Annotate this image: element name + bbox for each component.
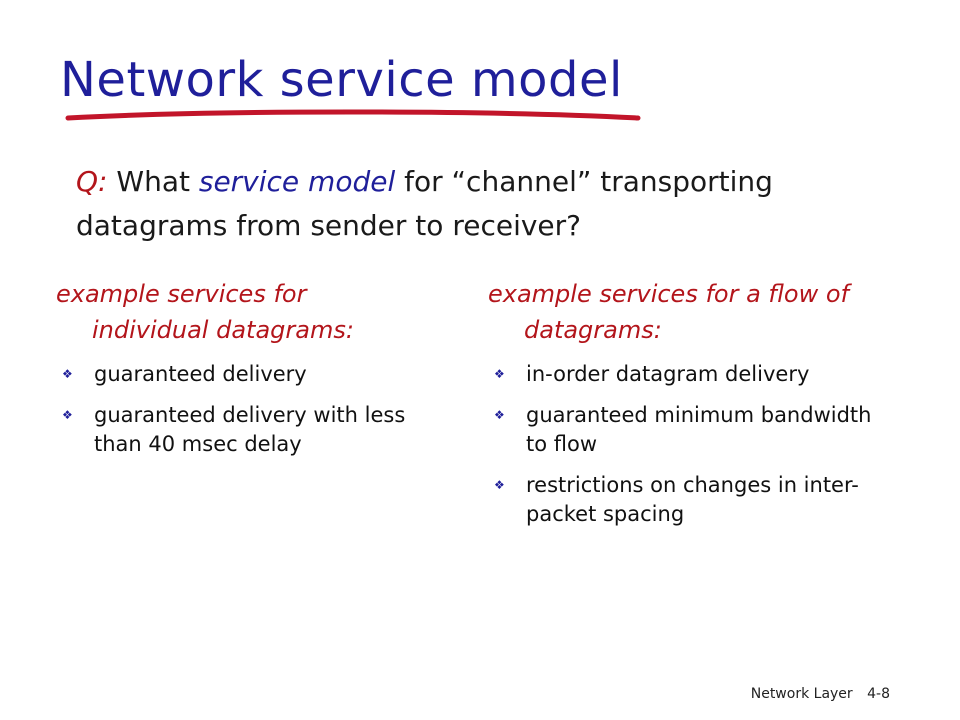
bullet-text: in-order datagram delivery xyxy=(526,362,810,386)
left-heading: example services for individual datagrams: xyxy=(56,280,354,344)
question-text-1: What xyxy=(116,165,199,198)
right-heading: example services for a flow of datagrams: xyxy=(488,280,849,344)
list-item xyxy=(56,360,416,389)
right-column xyxy=(488,276,888,541)
list-item xyxy=(488,401,888,459)
bullet-text: restrictions on changes in inter-packet spacing xyxy=(526,473,859,526)
left-column xyxy=(56,276,416,471)
title-underline xyxy=(64,104,644,128)
slide-title: Network service model xyxy=(60,52,623,108)
question-prefix: Q: xyxy=(76,165,108,198)
bullet-text: guaranteed delivery with less than 40 msec delay xyxy=(94,403,406,456)
diamond-bullet-icon: ❖ xyxy=(494,408,505,422)
slide-footer xyxy=(751,686,890,702)
list-item xyxy=(488,471,888,529)
list-item xyxy=(488,360,888,389)
question xyxy=(76,160,876,248)
question-text-2: for “channel” transporting datagrams from sender to receiver? xyxy=(76,165,773,242)
bullet-text: guaranteed delivery xyxy=(94,362,307,386)
right-bullet-list xyxy=(488,360,888,529)
question-emphasis: service model xyxy=(198,165,396,198)
diamond-bullet-icon: ❖ xyxy=(62,367,73,381)
list-item xyxy=(56,401,416,459)
bullet-text: guaranteed minimum bandwidth to flow xyxy=(526,403,872,456)
diamond-bullet-icon: ❖ xyxy=(494,478,505,492)
footer-label: Network Layer xyxy=(750,686,853,702)
diamond-bullet-icon: ❖ xyxy=(494,367,505,381)
page-number: 4-8 xyxy=(867,686,890,702)
left-bullet-list xyxy=(56,360,416,459)
diamond-bullet-icon: ❖ xyxy=(62,408,73,422)
